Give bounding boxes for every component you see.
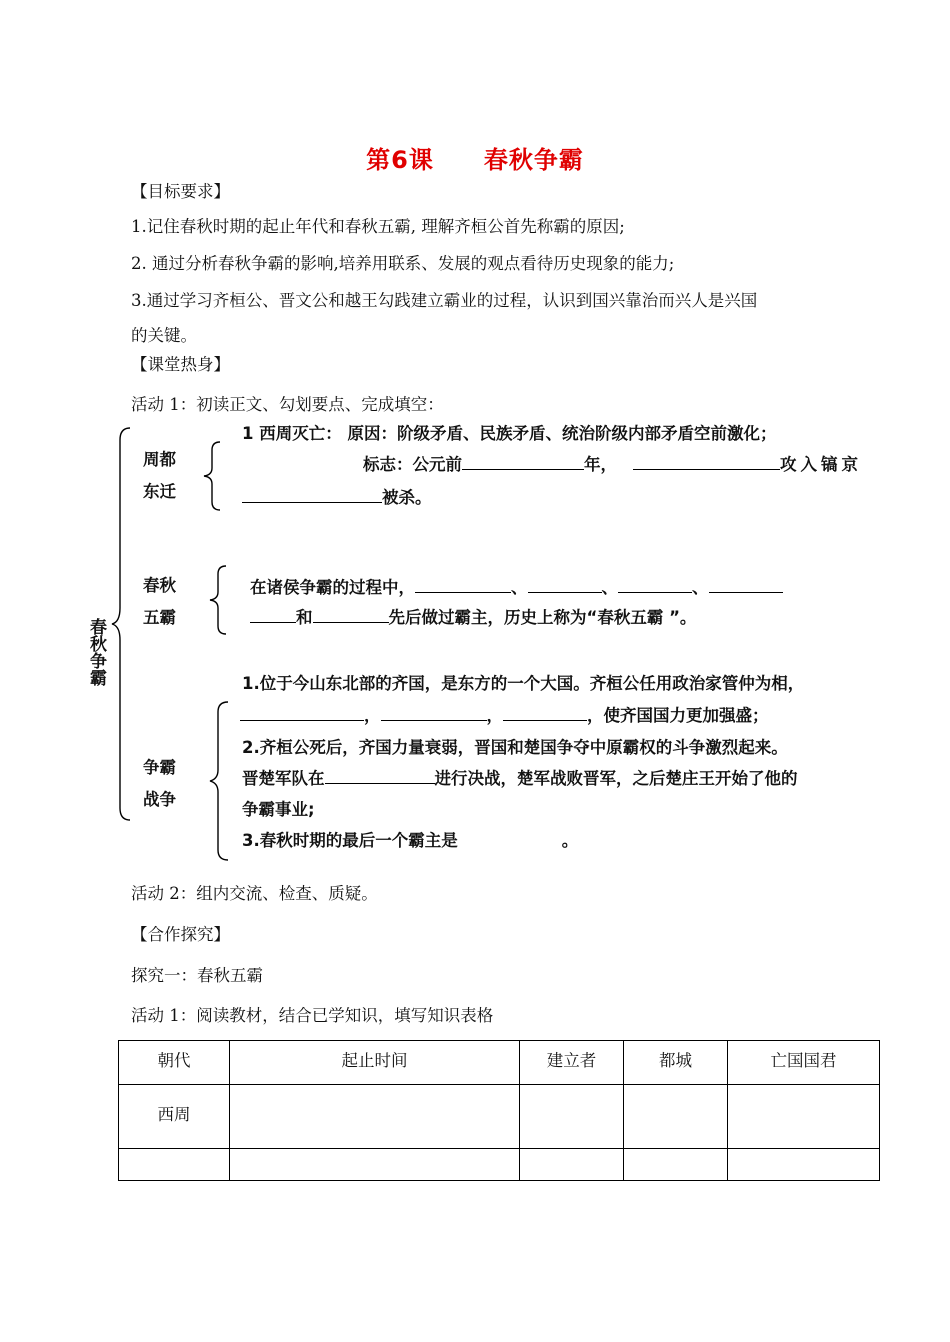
explore-activity-1: 活动 1：阅读教材，结合已学知识，填写知识表格 xyxy=(131,1006,494,1025)
main-label: 春秋争霸 xyxy=(86,618,106,686)
branch1-line2-a: 标志：公元前 xyxy=(363,455,462,474)
table-cell[interactable] xyxy=(520,1149,624,1181)
branch1-line1: 1 西周灭亡： 原因：阶级矛盾、民族矛盾、统治阶级内部矛盾空前激化； xyxy=(242,424,777,443)
branch3-line4-a: 晋楚军队在 xyxy=(242,769,325,788)
table-cell[interactable] xyxy=(624,1085,728,1149)
blank-reform-1[interactable] xyxy=(240,704,364,721)
branch1-brace xyxy=(200,440,222,512)
blank-invader[interactable] xyxy=(633,453,780,470)
branch3-line1: 1.位于今山东北部的齐国，是东方的一个大国。齐桓公任用政治家管仲为相， xyxy=(242,674,805,693)
blank-killed-king[interactable] xyxy=(242,486,382,503)
branch1-line3-text: 被杀。 xyxy=(382,488,432,507)
branch1-label-line1: 周都 xyxy=(143,450,176,469)
goal-item-1: 1.记住春秋时期的起止年代和春秋五霸, 理解齐桓公首先称霸的原因; xyxy=(131,217,625,236)
blank-reform-2[interactable] xyxy=(381,704,487,721)
branch3-line4 xyxy=(242,765,798,789)
sep-2: 、 xyxy=(601,578,618,597)
col-header-period: 起止时间 xyxy=(230,1041,520,1085)
branch1-line2 xyxy=(363,451,862,475)
table-cell[interactable] xyxy=(728,1149,880,1181)
col-header-capital: 都城 xyxy=(624,1041,728,1085)
branch1-line3 xyxy=(242,484,432,508)
blank-reform-3[interactable] xyxy=(503,704,587,721)
branch2-label-line1: 春秋 xyxy=(143,576,176,595)
comma-2: ， xyxy=(486,706,503,725)
blank-hegemon-4[interactable] xyxy=(709,576,783,593)
branch3-line6-a: 3.春秋时期的最后一个霸主是 xyxy=(242,831,458,850)
blank-hegemon-6[interactable] xyxy=(313,606,389,623)
branch2-label-line2: 五霸 xyxy=(143,608,176,627)
branch2-line2 xyxy=(250,604,696,628)
explore-1-title: 探究一：春秋五霸 xyxy=(131,966,263,985)
branch2-line1 xyxy=(250,574,783,598)
table-cell: 西周 xyxy=(119,1085,230,1149)
branch3-brace xyxy=(206,700,230,862)
branch1-line2-b: 年， xyxy=(584,455,617,474)
coop-header: 【合作探究】 xyxy=(131,925,230,944)
table-cell[interactable] xyxy=(230,1149,520,1181)
table-cell[interactable] xyxy=(230,1085,520,1149)
knowledge-table xyxy=(118,1040,880,1181)
branch2-line1-a: 在诸侯争霸的过程中， xyxy=(250,578,415,597)
col-header-last-ruler: 亡国国君 xyxy=(728,1041,880,1085)
branch3-line4-b: 进行决战，楚军战败晋军，之后楚庄王开始了他的 xyxy=(434,769,798,788)
branch3-line2 xyxy=(240,702,769,726)
goal-item-2: 2. 通过分析春秋争霸的影响,培养用联系、发展的观点看待历史现象的能力; xyxy=(131,254,675,273)
table-cell[interactable] xyxy=(119,1149,230,1181)
blank-hegemon-3[interactable] xyxy=(618,576,692,593)
table-cell[interactable] xyxy=(624,1149,728,1181)
branch3-line6-b: 。 xyxy=(561,831,579,850)
branch3-label-line2: 战争 xyxy=(143,790,176,809)
sep-3: 、 xyxy=(692,578,709,597)
branch3-line2-end: ，使齐国国力更加强盛； xyxy=(587,706,769,725)
branch2-line2-a: 和 xyxy=(296,608,313,627)
blank-year[interactable] xyxy=(462,453,584,470)
sep-1: 、 xyxy=(511,578,528,597)
branch2-brace xyxy=(206,564,228,636)
branch1-label-line2: 东迁 xyxy=(143,482,176,501)
page-title: 第6课 春秋争霸 xyxy=(366,146,584,174)
goal-item-3-cont: 的关键。 xyxy=(131,326,197,345)
blank-hegemon-5[interactable] xyxy=(250,606,296,623)
branch3-line5: 争霸事业; xyxy=(242,800,315,819)
goal-item-3: 3.通过学习齐桓公、晋文公和越王勾践建立霸业的过程，认识到国兴靠治而兴人是兴国 xyxy=(131,291,758,310)
blank-battle[interactable] xyxy=(325,767,435,784)
branch3-line6 xyxy=(242,827,578,851)
goals-header: 【目标要求】 xyxy=(131,182,230,201)
table-header-row xyxy=(119,1041,880,1085)
warmup-header: 【课堂热身】 xyxy=(131,355,230,374)
branch3-label-line1: 争霸 xyxy=(143,758,176,777)
col-header-dynasty: 朝代 xyxy=(119,1041,230,1085)
blank-hegemon-1[interactable] xyxy=(415,576,511,593)
activity-1-instruction: 活动 1：初读正文、勾划要点、完成填空： xyxy=(131,395,444,414)
branch1-line2-c: 攻入镐京 xyxy=(780,455,862,474)
table-cell[interactable] xyxy=(520,1085,624,1149)
table-cell[interactable] xyxy=(728,1085,880,1149)
branch3-line3: 2.齐桓公死后，齐国力量衰弱，晋国和楚国争夺中原霸权的斗争激烈起来。 xyxy=(242,738,788,757)
col-header-founder: 建立者 xyxy=(520,1041,624,1085)
branch2-line2-b: 先后做过霸主，历史上称为“春秋五霸 ”。 xyxy=(388,608,697,627)
table-row xyxy=(119,1085,880,1149)
table-row xyxy=(119,1149,880,1181)
blank-hegemon-2[interactable] xyxy=(528,576,602,593)
comma-1: ， xyxy=(364,706,381,725)
activity-2-instruction: 活动 2：组内交流、检查、质疑。 xyxy=(131,884,378,903)
main-brace xyxy=(108,426,132,822)
